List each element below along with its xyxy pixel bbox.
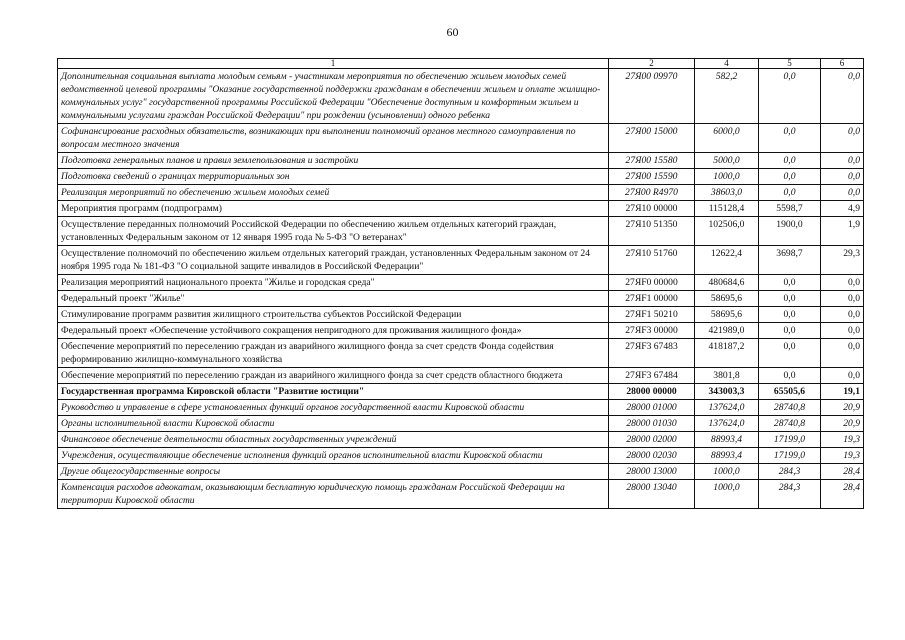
row-name-cell: Осуществление переданных полномочий Российской Федерации по обеспечению жильем отдельных категорий граждан, установленных Федеральным законом от 12 января 1995 года № 5-ФЗ "О ветеранах": [58, 217, 609, 246]
row-percent-cell: 0,0: [821, 275, 864, 291]
row-exec-cell: 0,0: [759, 69, 821, 124]
row-exec-cell: 0,0: [759, 153, 821, 169]
row-code-cell: 28000 00000: [609, 384, 695, 400]
row-name-cell: Компенсация расходов адвокатам, оказывающим бесплатную юридическую помощь гражданам Российской Федерации на территории Кировской области: [58, 480, 609, 509]
row-code-cell: 27ЯF3 67484: [609, 368, 695, 384]
row-exec-cell: 0,0: [759, 275, 821, 291]
row-exec-cell: 0,0: [759, 169, 821, 185]
row-exec-cell: 284,3: [759, 464, 821, 480]
row-name-cell: Органы исполнительной власти Кировской области: [58, 416, 609, 432]
row-percent-cell: 0,0: [821, 69, 864, 124]
row-exec-cell: 5598,7: [759, 201, 821, 217]
table-row: [58, 416, 864, 432]
row-plan-cell: 343003,3: [695, 384, 759, 400]
table-row: [58, 246, 864, 275]
row-exec-cell: 0,0: [759, 185, 821, 201]
row-code-cell: 28000 01030: [609, 416, 695, 432]
row-name-cell: Обеспечение мероприятий по переселению граждан из аварийного жилищного фонда за счет средств Фонда содействия реформированию жилищно-коммунального хозяйства: [58, 339, 609, 368]
row-exec-cell: 65505,6: [759, 384, 821, 400]
row-code-cell: 27Я10 51760: [609, 246, 695, 275]
row-code-cell: 28000 02030: [609, 448, 695, 464]
row-percent-cell: 1,9: [821, 217, 864, 246]
row-name-cell: Другие общегосударственные вопросы: [58, 464, 609, 480]
header-col-2: 2: [609, 59, 695, 69]
row-name-cell: Федеральный проект "Жилье": [58, 291, 609, 307]
row-code-cell: 27ЯF3 00000: [609, 323, 695, 339]
row-exec-cell: 17199,0: [759, 432, 821, 448]
row-plan-cell: 88993,4: [695, 448, 759, 464]
header-col-1: 1: [58, 59, 609, 69]
row-code-cell: 27Я00 15580: [609, 153, 695, 169]
row-percent-cell: 0,0: [821, 185, 864, 201]
row-code-cell: 27ЯF1 50210: [609, 307, 695, 323]
row-name-cell: Осуществление полномочий по обеспечению жильем отдельных категорий граждан, установленных Федеральным законом от 24 ноября 1995 года № 181-ФЗ "О социальной защите инвалидов в Российской Федерации": [58, 246, 609, 275]
row-name-cell: Руководство и управление в сфере установленных функций органов государственной власти Кировской области: [58, 400, 609, 416]
header-col-6: 6: [821, 59, 864, 69]
row-name-cell: Реализация мероприятий по обеспечению жильем молодых семей: [58, 185, 609, 201]
table-row: [58, 323, 864, 339]
row-exec-cell: 0,0: [759, 307, 821, 323]
row-exec-cell: 0,0: [759, 339, 821, 368]
row-code-cell: 27Я00 R4970: [609, 185, 695, 201]
row-name-cell: Мероприятия программ (подпрограмм): [58, 201, 609, 217]
row-name-cell: Финансовое обеспечение деятельности областных государственных учреждений: [58, 432, 609, 448]
row-exec-cell: 1900,0: [759, 217, 821, 246]
row-code-cell: 27Я10 00000: [609, 201, 695, 217]
row-plan-cell: 418187,2: [695, 339, 759, 368]
row-percent-cell: 0,0: [821, 307, 864, 323]
row-code-cell: 27ЯF0 00000: [609, 275, 695, 291]
table-row: [58, 217, 864, 246]
row-exec-cell: 0,0: [759, 323, 821, 339]
table-row: [58, 124, 864, 153]
table-row: [58, 384, 864, 400]
table-row: [58, 448, 864, 464]
row-plan-cell: 1000,0: [695, 169, 759, 185]
row-name-cell: Подготовка сведений о границах территориальных зон: [58, 169, 609, 185]
row-plan-cell: 137624,0: [695, 400, 759, 416]
row-plan-cell: 58695,6: [695, 307, 759, 323]
row-plan-cell: 38603,0: [695, 185, 759, 201]
table-row: [58, 307, 864, 323]
row-name-cell: Реализация мероприятий национального проекта "Жилье и городская среда": [58, 275, 609, 291]
row-plan-cell: 5000,0: [695, 153, 759, 169]
row-exec-cell: 0,0: [759, 124, 821, 153]
row-plan-cell: 1000,0: [695, 464, 759, 480]
row-percent-cell: 0,0: [821, 291, 864, 307]
row-percent-cell: 0,0: [821, 368, 864, 384]
table-row: [58, 185, 864, 201]
row-plan-cell: 115128,4: [695, 201, 759, 217]
row-code-cell: 28000 13000: [609, 464, 695, 480]
row-plan-cell: 12622,4: [695, 246, 759, 275]
row-name-cell: Дополнительная социальная выплата молодым семьям - участникам мероприятия по обеспечению жильем молодых семей ведомственной целевой программы "Оказание государственной поддержки гражданам в обеспечении жильем и оплате жилищно-коммунальных услуг" государственной программы Российской Федерации "Обеспечение доступным и комфортным жильем и коммунальными услугами граждан Российской Федерации" при рождении (усыновлении) одного ребенка: [58, 69, 609, 124]
table-row: [58, 291, 864, 307]
row-plan-cell: 1000,0: [695, 480, 759, 509]
row-exec-cell: 3698,7: [759, 246, 821, 275]
row-plan-cell: 3801,8: [695, 368, 759, 384]
row-percent-cell: 0,0: [821, 169, 864, 185]
row-percent-cell: 19,3: [821, 448, 864, 464]
row-code-cell: 27ЯF3 67483: [609, 339, 695, 368]
table-row: [58, 169, 864, 185]
table-row: [58, 339, 864, 368]
header-col-4: 4: [695, 59, 759, 69]
row-percent-cell: 20,9: [821, 416, 864, 432]
row-name-cell: Учреждения, осуществляющие обеспечение исполнения функций органов исполнительной власти Кировской области: [58, 448, 609, 464]
row-percent-cell: 19,3: [821, 432, 864, 448]
row-name-cell: Софинансирование расходных обязательств, возникающих при выполнении полномочий органов местного самоуправления по вопросам местного значения: [58, 124, 609, 153]
row-code-cell: 28000 01000: [609, 400, 695, 416]
row-code-cell: 27Я00 15590: [609, 169, 695, 185]
row-plan-cell: 137624,0: [695, 416, 759, 432]
table-row: [58, 400, 864, 416]
row-percent-cell: 0,0: [821, 339, 864, 368]
page-number: 60: [446, 25, 459, 39]
row-name-cell: Государственная программа Кировской области "Развитие юстиции": [58, 384, 609, 400]
row-percent-cell: 0,0: [821, 323, 864, 339]
row-percent-cell: 28,4: [821, 464, 864, 480]
row-plan-cell: 421989,0: [695, 323, 759, 339]
row-exec-cell: 0,0: [759, 368, 821, 384]
row-percent-cell: 0,0: [821, 153, 864, 169]
header-col-5: 5: [759, 59, 821, 69]
row-code-cell: 28000 02000: [609, 432, 695, 448]
row-percent-cell: 29,3: [821, 246, 864, 275]
row-code-cell: 27Я10 51350: [609, 217, 695, 246]
row-exec-cell: 284,3: [759, 480, 821, 509]
row-code-cell: 27ЯF1 00000: [609, 291, 695, 307]
row-percent-cell: 28,4: [821, 480, 864, 509]
budget-table: [57, 58, 864, 509]
row-name-cell: Федеральный проект «Обеспечение устойчивого сокращения непригодного для проживания жилищного фонда»: [58, 323, 609, 339]
table-row: [58, 201, 864, 217]
table-row: [58, 480, 864, 509]
row-percent-cell: 4,9: [821, 201, 864, 217]
table-row: [58, 69, 864, 124]
table-body: [58, 69, 864, 509]
row-name-cell: Обеспечение мероприятий по переселению граждан из аварийного жилищного фонда за счет средств областного бюджета: [58, 368, 609, 384]
row-exec-cell: 28740,8: [759, 416, 821, 432]
table-row: [58, 464, 864, 480]
row-plan-cell: 480684,6: [695, 275, 759, 291]
table-row: [58, 368, 864, 384]
row-name-cell: Подготовка генеральных планов и правил землепользования и застройки: [58, 153, 609, 169]
table-row: [58, 432, 864, 448]
row-name-cell: Стимулирование программ развития жилищного строительства субъектов Российской Федерации: [58, 307, 609, 323]
row-exec-cell: 17199,0: [759, 448, 821, 464]
row-plan-cell: 102506,0: [695, 217, 759, 246]
row-plan-cell: 58695,6: [695, 291, 759, 307]
row-percent-cell: 0,0: [821, 124, 864, 153]
row-exec-cell: 0,0: [759, 291, 821, 307]
row-plan-cell: 6000,0: [695, 124, 759, 153]
row-percent-cell: 19,1: [821, 384, 864, 400]
row-code-cell: 28000 13040: [609, 480, 695, 509]
row-plan-cell: 582,2: [695, 69, 759, 124]
table-header-row: [58, 59, 864, 69]
row-code-cell: 27Я00 09970: [609, 69, 695, 124]
row-exec-cell: 28740,8: [759, 400, 821, 416]
table-row: [58, 153, 864, 169]
row-percent-cell: 20,9: [821, 400, 864, 416]
row-plan-cell: 88993,4: [695, 432, 759, 448]
row-code-cell: 27Я00 15000: [609, 124, 695, 153]
table-row: [58, 275, 864, 291]
